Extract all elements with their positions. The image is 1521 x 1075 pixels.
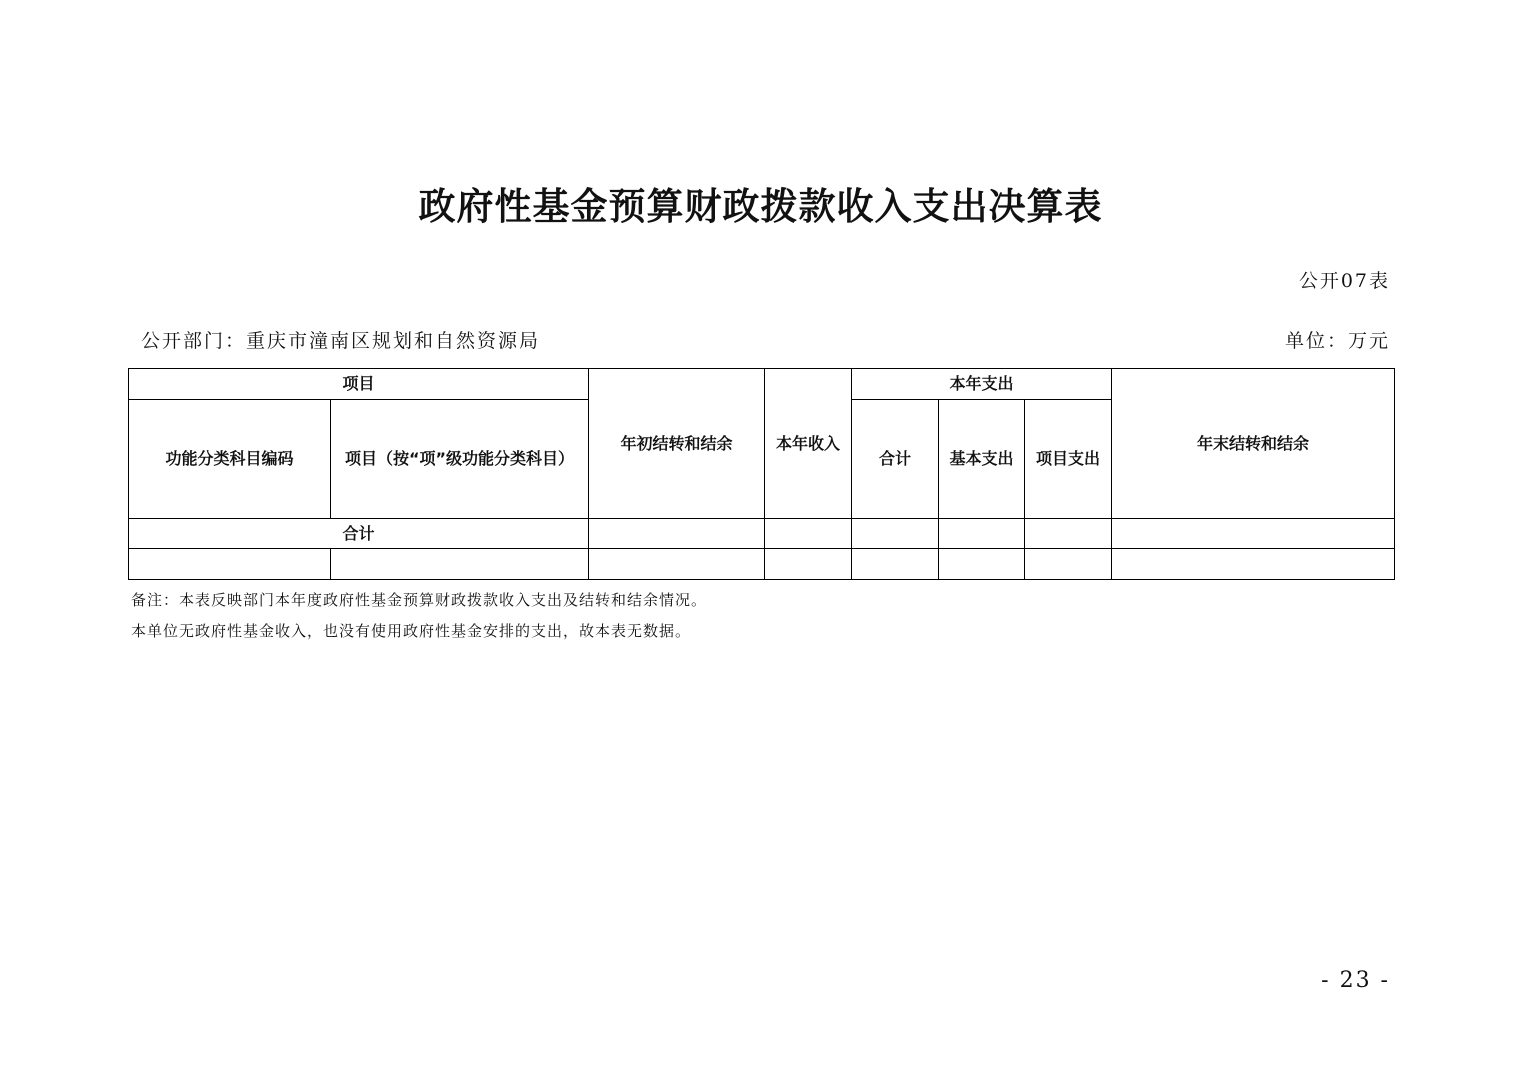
total-project-expenditure xyxy=(1025,519,1112,549)
page-number: - 23 - xyxy=(1321,968,1390,993)
table-row xyxy=(129,549,1395,580)
header-current-expenditure: 本年支出 xyxy=(852,369,1112,400)
header-row-1 xyxy=(129,369,1395,400)
header-current-income: 本年收入 xyxy=(765,369,852,519)
header-ending-balance: 年末结转和结余 xyxy=(1112,369,1395,519)
header-function-code: 功能分类科目编码 xyxy=(129,400,331,519)
note-no-data: 本单位无政府性基金收入，也没有使用政府性基金安排的支出，故本表无数据。 xyxy=(131,622,692,640)
form-code: 公开07表 xyxy=(1298,270,1390,292)
total-beginning-balance xyxy=(589,519,765,549)
header-item-group: 项目 xyxy=(129,369,589,400)
total-row-label: 合计 xyxy=(129,519,589,549)
total-expenditure-total xyxy=(852,519,939,549)
row-beginning-balance xyxy=(589,549,765,580)
row-basic-expenditure xyxy=(939,549,1025,580)
header-total: 合计 xyxy=(852,400,939,519)
total-basic-expenditure xyxy=(939,519,1025,549)
row-function-code xyxy=(129,549,331,580)
page-title: 政府性基金预算财政拨款收入支出决算表 xyxy=(418,184,1103,228)
row-project-expenditure xyxy=(1025,549,1112,580)
row-item-name xyxy=(331,549,589,580)
row-ending-balance xyxy=(1112,549,1395,580)
total-row xyxy=(129,519,1395,549)
header-item-name: 项目（按“项”级功能分类科目） xyxy=(331,400,589,519)
total-current-income xyxy=(765,519,852,549)
total-ending-balance xyxy=(1112,519,1395,549)
fund-table xyxy=(128,368,1395,580)
note-remark: 备注：本表反映部门本年度政府性基金预算财政拨款收入支出及结转和结余情况。 xyxy=(131,591,708,609)
header-beginning-balance: 年初结转和结余 xyxy=(589,369,765,519)
unit-line: 单位：万元 xyxy=(1284,330,1390,352)
row-expenditure-total xyxy=(852,549,939,580)
department-line: 公开部门：重庆市潼南区规划和自然资源局 xyxy=(141,330,541,352)
header-basic-expenditure: 基本支出 xyxy=(939,400,1025,519)
row-current-income xyxy=(765,549,852,580)
header-project-expenditure: 项目支出 xyxy=(1025,400,1112,519)
